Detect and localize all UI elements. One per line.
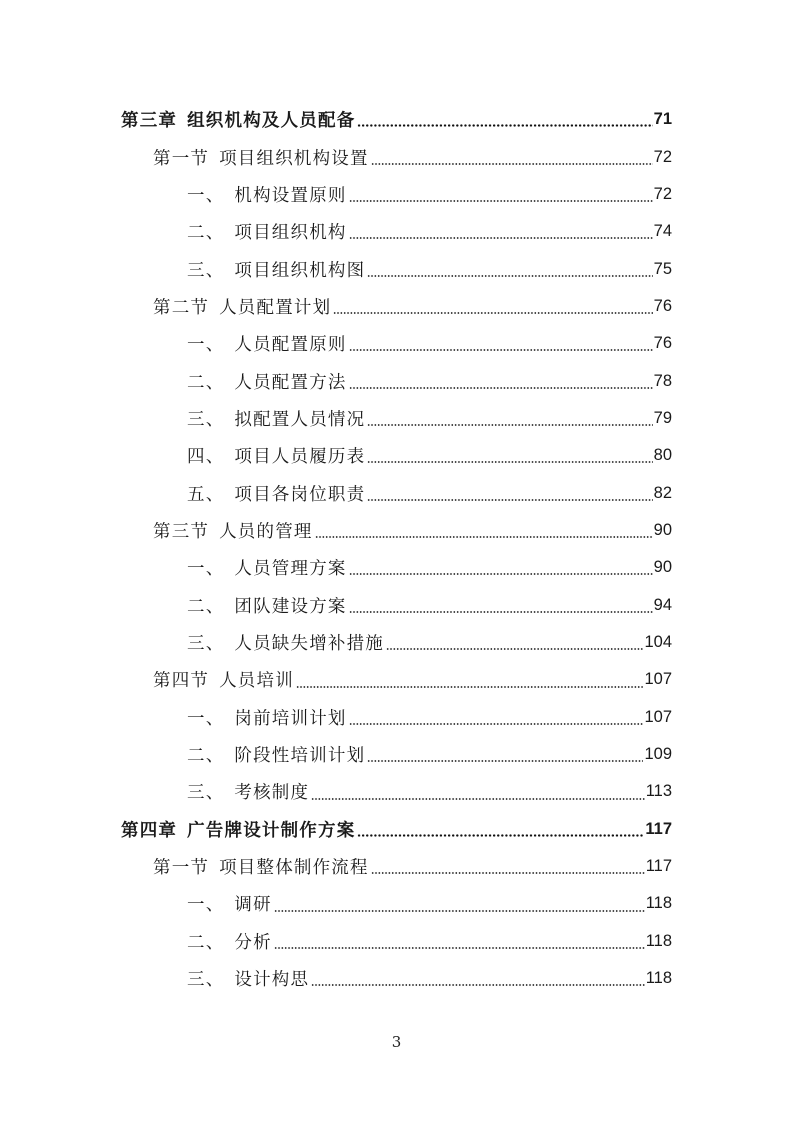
toc-section-entry[interactable]	[0, 512, 793, 549]
toc-entry-text: 广告牌设计制作方案	[187, 820, 356, 841]
toc-subsection-entry[interactable]	[0, 960, 793, 997]
toc-subsection-entry[interactable]	[0, 213, 793, 250]
toc-entry-number: 二、	[187, 932, 225, 953]
toc-entry-number: 三、	[187, 633, 225, 654]
toc-entry-number: 一、	[187, 335, 225, 356]
table-of-contents	[0, 101, 793, 997]
toc-subsection-entry[interactable]	[0, 885, 793, 922]
toc-entry-page: 78	[653, 371, 672, 390]
toc-entry-number: 四、	[187, 447, 225, 468]
toc-entry-title	[153, 294, 331, 319]
toc-entry-text: 项目组织机构图	[234, 260, 366, 281]
toc-entry-number: 二、	[187, 596, 225, 617]
toc-entry-title	[187, 630, 384, 655]
toc-entry-title	[121, 817, 355, 842]
toc-entry-page: 118	[645, 931, 672, 950]
toc-entry-title	[187, 331, 347, 356]
dot-leader	[357, 124, 652, 127]
toc-entry-number: 一、	[187, 895, 225, 916]
dot-leader	[371, 163, 653, 165]
toc-entry-text: 人员配置原则	[234, 335, 347, 356]
dot-leader	[349, 611, 653, 613]
toc-entry-title	[153, 854, 369, 879]
toc-section-entry[interactable]	[0, 848, 793, 885]
toc-entry-title	[187, 929, 272, 954]
toc-entry-title	[153, 145, 369, 170]
toc-chapter-entry[interactable]	[0, 101, 793, 138]
toc-entry-text: 机构设置原则	[234, 185, 347, 206]
dot-leader	[274, 947, 645, 949]
toc-subsection-entry[interactable]	[0, 400, 793, 437]
toc-entry-title	[187, 779, 309, 804]
toc-entry-number: 二、	[187, 746, 225, 767]
toc-subsection-entry[interactable]	[0, 437, 793, 474]
toc-entry-number: 三、	[187, 409, 225, 430]
toc-section-entry[interactable]	[0, 288, 793, 325]
toc-entry-title	[187, 593, 347, 618]
toc-entry-number: 二、	[187, 372, 225, 393]
dot-leader	[349, 387, 653, 389]
toc-subsection-entry[interactable]	[0, 736, 793, 773]
dot-leader	[386, 648, 643, 650]
dot-leader	[296, 686, 644, 688]
toc-entry-page: 79	[653, 408, 672, 427]
toc-entry-title	[187, 966, 309, 991]
toc-section-entry[interactable]	[0, 661, 793, 698]
toc-entry-number: 一、	[187, 708, 225, 729]
toc-entry-text: 分析	[234, 932, 272, 953]
toc-subsection-entry[interactable]	[0, 325, 793, 362]
dot-leader	[349, 349, 653, 351]
toc-entry-number: 五、	[187, 484, 225, 505]
toc-entry-text: 人员缺失增补措施	[234, 633, 385, 654]
toc-entry-page: 117	[645, 819, 672, 838]
toc-entry-text: 考核制度	[234, 783, 310, 804]
toc-entry-text: 人员配置计划	[219, 297, 332, 318]
toc-entry-number: 第一节	[153, 148, 210, 169]
dot-leader	[311, 984, 644, 986]
toc-entry-title	[187, 369, 347, 394]
toc-entry-text: 人员管理方案	[234, 559, 347, 580]
dot-leader	[357, 834, 644, 837]
toc-subsection-entry[interactable]	[0, 923, 793, 960]
toc-entry-text: 人员培训	[219, 671, 294, 692]
toc-subsection-entry[interactable]	[0, 250, 793, 287]
toc-chapter-entry[interactable]	[0, 811, 793, 848]
toc-entry-text: 团队建设方案	[234, 596, 347, 617]
toc-entry-page: 117	[645, 857, 672, 876]
toc-entry-text: 组织机构及人员配备	[187, 111, 356, 132]
dot-leader	[367, 461, 652, 463]
toc-entry-title	[187, 182, 347, 207]
toc-entry-text: 岗前培训计划	[234, 708, 347, 729]
toc-entry-page: 118	[645, 894, 672, 913]
toc-subsection-entry[interactable]	[0, 624, 793, 661]
toc-entry-number: 第二节	[153, 297, 210, 318]
dot-leader	[349, 723, 644, 725]
toc-entry-page: 72	[653, 147, 672, 166]
dot-leader	[274, 910, 645, 912]
toc-entry-title	[187, 891, 272, 916]
toc-entry-number: 第四节	[153, 671, 210, 692]
toc-entry-page: 72	[653, 184, 672, 203]
toc-entry-page: 76	[653, 334, 672, 353]
dot-leader	[333, 312, 652, 314]
toc-subsection-entry[interactable]	[0, 586, 793, 623]
dot-leader	[349, 573, 653, 575]
dot-leader	[349, 200, 653, 202]
toc-entry-title	[187, 555, 347, 580]
toc-entry-page: 109	[644, 745, 672, 764]
toc-entry-number: 第四章	[121, 820, 178, 841]
toc-entry-page: 107	[644, 670, 672, 689]
toc-entry-text: 项目各岗位职责	[234, 484, 366, 505]
toc-entry-number: 三、	[187, 970, 225, 991]
toc-section-entry[interactable]	[0, 138, 793, 175]
toc-entry-page: 104	[644, 632, 672, 651]
toc-entry-text: 人员配置方法	[234, 372, 347, 393]
toc-entry-page: 94	[653, 595, 672, 614]
toc-entry-page: 76	[653, 296, 672, 315]
toc-entry-number: 一、	[187, 559, 225, 580]
toc-entry-title	[187, 742, 365, 767]
toc-entry-title	[187, 705, 347, 730]
toc-entry-title	[187, 257, 365, 282]
toc-subsection-entry[interactable]	[0, 549, 793, 586]
toc-entry-page: 107	[644, 707, 672, 726]
toc-entry-page: 118	[645, 969, 672, 988]
toc-entry-title	[187, 481, 365, 506]
toc-entry-text: 拟配置人员情况	[234, 409, 366, 430]
toc-entry-page: 74	[653, 222, 672, 241]
dot-leader	[371, 872, 645, 874]
toc-entry-title	[121, 107, 355, 132]
dot-leader	[367, 275, 652, 277]
toc-entry-text: 项目整体制作流程	[219, 858, 369, 879]
page-number: 3	[391, 1033, 402, 1051]
dot-leader	[311, 798, 644, 800]
toc-entry-text: 项目组织机构	[234, 223, 347, 244]
dot-leader	[349, 237, 653, 239]
toc-entry-text: 设计构思	[234, 970, 310, 991]
toc-subsection-entry[interactable]	[0, 474, 793, 511]
toc-entry-text: 项目组织机构设置	[219, 148, 369, 169]
toc-entry-page: 113	[645, 782, 672, 801]
dot-leader	[367, 424, 652, 426]
toc-entry-title	[187, 219, 347, 244]
toc-entry-page: 80	[653, 446, 672, 465]
toc-entry-number: 三、	[187, 783, 225, 804]
toc-entry-text: 人员的管理	[219, 521, 313, 542]
toc-entry-title	[153, 518, 313, 543]
toc-entry-text: 阶段性培训计划	[234, 746, 366, 767]
toc-entry-page: 71	[653, 110, 672, 129]
toc-entry-number: 第三章	[121, 111, 178, 132]
dot-leader	[315, 536, 653, 538]
toc-subsection-entry[interactable]	[0, 176, 793, 213]
dot-leader	[367, 760, 643, 762]
toc-entry-number: 三、	[187, 260, 225, 281]
toc-entry-text: 调研	[234, 895, 272, 916]
toc-subsection-entry[interactable]	[0, 699, 793, 736]
toc-subsection-entry[interactable]	[0, 773, 793, 810]
toc-entry-title	[153, 667, 294, 692]
toc-entry-page: 90	[653, 558, 672, 577]
toc-entry-page: 82	[653, 483, 672, 502]
toc-entry-page: 75	[653, 259, 672, 278]
toc-entry-title	[187, 406, 365, 431]
toc-entry-page: 90	[653, 520, 672, 539]
toc-entry-number: 一、	[187, 185, 225, 206]
toc-entry-text: 项目人员履历表	[234, 447, 366, 468]
toc-entry-number: 第一节	[153, 858, 210, 879]
toc-subsection-entry[interactable]	[0, 362, 793, 399]
dot-leader	[367, 499, 652, 501]
toc-entry-title	[187, 443, 365, 468]
toc-entry-number: 二、	[187, 223, 225, 244]
toc-entry-number: 第三节	[153, 521, 210, 542]
